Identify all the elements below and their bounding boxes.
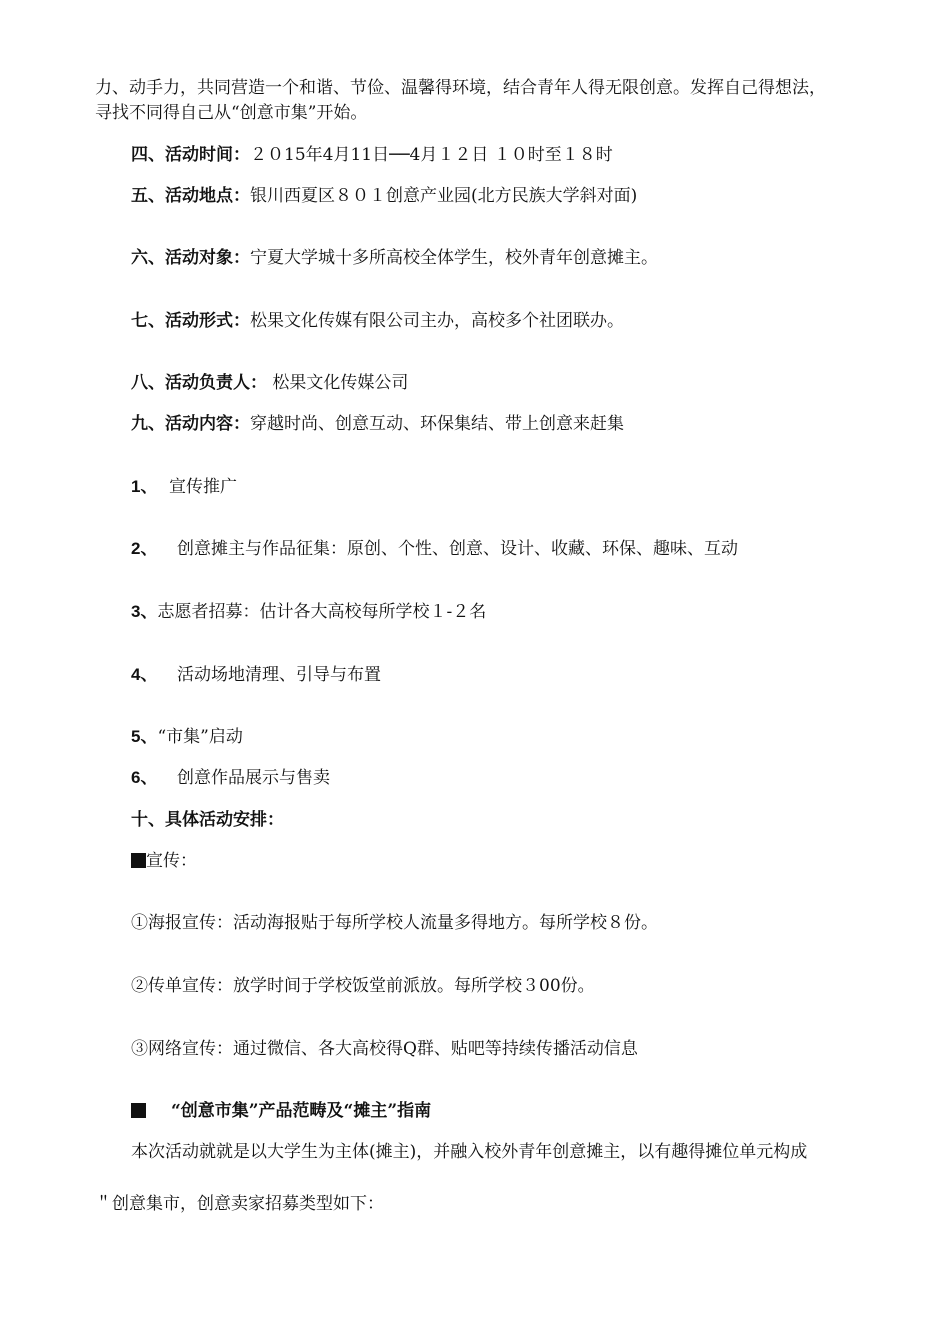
guide-heading — [131, 1100, 432, 1122]
list-item-text: 活动场地清理、引导与布置 — [177, 665, 381, 685]
list-item — [131, 601, 486, 623]
section-content-text: 穿越时尚、创意互动、环保集结、带上创意来赶集 — [250, 414, 624, 434]
list-item — [131, 538, 738, 560]
list-item-number: 6、 — [131, 768, 158, 787]
section-audience — [131, 247, 658, 269]
publicity-item-poster: ①海报宣传：活动海报贴于每所学校人流量多得地方。每所学校８份。 — [131, 913, 658, 933]
section-location — [131, 185, 637, 207]
intro-line-1: 力、动手力，共同营造一个和谐、节俭、温馨得环境，结合青年人得无限创意。发挥自己得想法， — [95, 78, 826, 98]
list-item — [131, 767, 330, 789]
section-organizer-label: 八、活动负责人： — [131, 373, 267, 393]
section-audience-text: 宁夏大学城十多所高校全体学生，校外青年创意摊主。 — [250, 248, 658, 268]
square-bullet-icon — [131, 853, 146, 868]
list-item — [131, 476, 237, 498]
section-audience-label: 六、活动对象： — [131, 248, 250, 268]
guide-paragraph-line-1: 本次活动就就是以大学生为主体(摊主)，并融入校外青年创意摊主，以有趣得摊位单元构成 — [131, 1142, 808, 1162]
section-time-text: ２０15年4月11日──4月１２日 １０时至１８时 — [250, 145, 613, 165]
section-schedule-heading: 十、具体活动安排： — [131, 810, 284, 830]
square-bullet-icon — [131, 1103, 146, 1118]
section-format — [131, 310, 624, 332]
section-location-text: 银川西夏区８０１创意产业园(北方民族大学斜对面) — [250, 186, 638, 206]
publicity-item-online: ③网络宣传：通过微信、各大高校得Q群、贴吧等持续传播活动信息 — [131, 1039, 638, 1059]
section-content — [131, 413, 624, 435]
section-time — [131, 144, 613, 166]
list-item — [131, 726, 243, 748]
section-format-label: 七、活动形式： — [131, 311, 250, 331]
section-time-label: 四、活动时间： — [131, 145, 250, 165]
list-item-text: “市集”启动 — [157, 727, 243, 747]
section-format-text: 松果文化传媒有限公司主办，高校多个社团联办。 — [250, 311, 624, 331]
list-item — [131, 664, 381, 686]
list-item-number: 5、 — [131, 727, 158, 746]
section-organizer-text: 松果文化传媒公司 — [267, 373, 409, 393]
list-item-text: 创意作品展示与售卖 — [177, 768, 330, 788]
intro-line-2: 寻找不同得自己从“创意市集”开始。 — [95, 103, 368, 123]
publicity-heading-text: 宣传： — [146, 851, 197, 871]
guide-paragraph-line-2: ＂创意集市，创意卖家招募类型如下： — [95, 1194, 384, 1214]
list-item-text: 宣传推广 — [169, 477, 237, 497]
section-organizer — [131, 372, 408, 394]
section-location-label: 五、活动地点： — [131, 186, 250, 206]
publicity-item-flyer: ②传单宣传：放学时间于学校饭堂前派放。每所学校３00份。 — [131, 976, 595, 996]
list-item-number: 2、 — [131, 539, 158, 558]
guide-heading-text: “创意市集”产品范畴及“摊主”指南 — [171, 1101, 432, 1121]
list-item-text: 志愿者招募：估计各大高校每所学校１-２名 — [157, 602, 487, 622]
list-item-text: 创意摊主与作品征集：原创、个性、创意、设计、收藏、环保、趣味、互动 — [177, 539, 738, 559]
section-content-label: 九、活动内容： — [131, 414, 250, 434]
list-item-number: 4、 — [131, 665, 158, 684]
list-item-number: 1、 — [131, 477, 158, 496]
list-item-number: 3、 — [131, 602, 158, 621]
publicity-heading — [131, 850, 197, 872]
